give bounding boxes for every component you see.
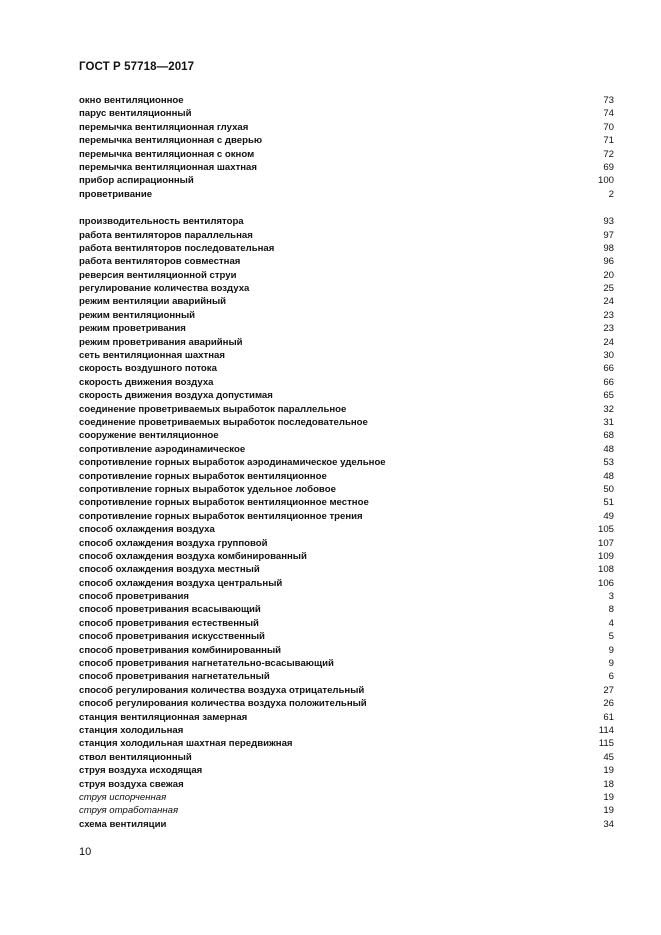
index-page-ref: 27 <box>603 684 614 696</box>
index-term: струя воздуха исходящая <box>79 765 203 777</box>
index-entry <box>79 483 614 496</box>
index-page-ref: 9 <box>608 658 614 670</box>
index-page-ref: 106 <box>597 577 614 589</box>
index-term: способ проветривания всасывающий <box>79 604 261 616</box>
index-entry <box>79 724 614 737</box>
index-term: станция холодильная <box>79 724 184 736</box>
index-term: сооружение вентиляционное <box>79 430 219 442</box>
index-page-ref: 19 <box>603 791 614 803</box>
index-entry <box>79 269 614 282</box>
index-term: перемычка вентиляционная с дверью <box>79 135 263 147</box>
index-term: режим вентиляции аварийный <box>79 296 227 308</box>
index-term: способ охлаждения воздуха <box>79 524 215 536</box>
index-page-ref: 3 <box>608 591 614 603</box>
index-entry <box>79 764 614 777</box>
index-page-ref: 49 <box>603 510 614 522</box>
index-page-ref: 32 <box>603 403 614 415</box>
index-entry <box>79 403 614 416</box>
index-term: соединение проветриваемых выработок последовательное <box>79 416 368 428</box>
index-term: способ охлаждения воздуха групповой <box>79 537 268 549</box>
index-term: станция холодильная шахтная передвижная <box>79 738 293 750</box>
index-page-ref: 23 <box>603 323 614 335</box>
index-term: парус вентиляционный <box>79 108 192 120</box>
index-term: сопротивление горных выработок удельное лобовое <box>79 483 336 495</box>
index-term: способ регулирования количества воздуха положительный <box>79 698 367 710</box>
index-entry <box>79 215 614 228</box>
index-page-ref: 34 <box>603 818 614 830</box>
index-entry <box>79 537 614 550</box>
index-entry <box>79 711 614 724</box>
index-entry <box>79 309 614 322</box>
index-entry <box>79 161 614 174</box>
index-page-ref: 45 <box>603 751 614 763</box>
index-page-ref: 53 <box>603 457 614 469</box>
index-term: сопротивление горных выработок вентиляционное <box>79 470 327 482</box>
index-page-ref: 66 <box>603 363 614 375</box>
index-term: способ проветривания <box>79 591 189 603</box>
index-entry <box>79 818 614 831</box>
index-page-ref: 31 <box>603 416 614 428</box>
index-page-ref: 70 <box>603 121 614 133</box>
index-entry <box>79 349 614 362</box>
index-entry <box>79 684 614 697</box>
index-term: способ проветривания нагнетательно-всасывающий <box>79 658 334 670</box>
index-entry <box>79 416 614 429</box>
group-separator <box>79 201 614 215</box>
index-entry <box>79 134 614 147</box>
index-entry <box>79 804 614 817</box>
index-term: производительность вентилятора <box>79 216 244 228</box>
index-entry <box>79 550 614 563</box>
index-entry <box>79 644 614 657</box>
index-page-ref: 69 <box>603 161 614 173</box>
index-page-ref: 98 <box>603 242 614 254</box>
index-term: сопротивление горных выработок вентиляционное трения <box>79 510 363 522</box>
index-term: режим проветривания <box>79 323 186 335</box>
index-entry <box>79 456 614 469</box>
index-entry <box>79 523 614 536</box>
index-term: способ охлаждения воздуха центральный <box>79 577 283 589</box>
index-entry <box>79 563 614 576</box>
index-entry <box>79 229 614 242</box>
index-entry <box>79 737 614 750</box>
index-page-ref: 93 <box>603 216 614 228</box>
index-page-ref: 65 <box>603 390 614 402</box>
index-entry <box>79 443 614 456</box>
index-page-ref: 25 <box>603 283 614 295</box>
index-entry <box>79 791 614 804</box>
index-term: скорость движения воздуха <box>79 376 214 388</box>
index-entry <box>79 94 614 107</box>
index-term: сопротивление горных выработок вентиляционное местное <box>79 497 369 509</box>
index-term: реверсия вентиляционной струи <box>79 269 237 281</box>
index-page-ref: 8 <box>608 604 614 616</box>
index-entry <box>79 670 614 683</box>
index-entry <box>79 429 614 442</box>
index-term: окно вентиляционное <box>79 95 184 106</box>
index-term: перемычка вентиляционная с окном <box>79 148 255 160</box>
index-page-ref: 30 <box>603 350 614 362</box>
index-term: схема вентиляции <box>79 818 167 830</box>
index-page-ref: 105 <box>597 524 614 536</box>
index-term: сеть вентиляционная шахтная <box>79 350 225 362</box>
index-term: ствол вентиляционный <box>79 751 192 763</box>
index-page-ref: 23 <box>603 309 614 321</box>
index-term: способ проветривания искусственный <box>79 631 265 643</box>
index-page-ref: 115 <box>598 738 614 750</box>
index-entry <box>79 617 614 630</box>
index-page-ref: 68 <box>603 430 614 442</box>
document-header: ГОСТ Р 57718—2017 <box>79 61 195 73</box>
index-page-ref: 19 <box>603 805 614 817</box>
index-page-ref: 48 <box>603 443 614 455</box>
index-entry <box>79 657 614 670</box>
index-term: способ охлаждения воздуха комбинированный <box>79 550 307 562</box>
index-term: способ проветривания комбинированный <box>79 644 282 656</box>
index-term: регулирование количества воздуха <box>79 283 250 295</box>
index-page-ref: 50 <box>603 483 614 495</box>
index-entry <box>79 255 614 268</box>
index-page-ref: 2 <box>608 188 614 200</box>
index-page-ref: 9 <box>608 644 614 656</box>
index-page-ref: 74 <box>603 108 614 120</box>
index-term: перемычка вентиляционная шахтная <box>79 161 257 173</box>
index-page-ref: 5 <box>608 631 614 643</box>
index-page-ref: 71 <box>603 135 614 147</box>
index-page-ref: 72 <box>603 148 614 160</box>
index-page-ref: 51 <box>603 497 614 509</box>
index-entry <box>79 470 614 483</box>
index-entry <box>79 510 614 523</box>
index-entry <box>79 295 614 308</box>
index-page-ref: 96 <box>603 256 614 268</box>
index-page-ref: 73 <box>603 95 614 106</box>
index-page-ref: 61 <box>603 711 614 723</box>
index-entry <box>79 630 614 643</box>
index-page-ref: 24 <box>603 336 614 348</box>
index-term: струя отработанная <box>79 805 179 817</box>
index-page-ref: 19 <box>603 765 614 777</box>
index-entry <box>79 778 614 791</box>
index-entry <box>79 282 614 295</box>
index-page-ref: 66 <box>603 376 614 388</box>
index-entry <box>79 697 614 710</box>
index-term: режим вентиляционный <box>79 309 196 321</box>
index-term: сопротивление аэродинамическое <box>79 443 246 455</box>
index-term: работа вентиляторов последовательная <box>79 242 275 254</box>
index-entry <box>79 751 614 764</box>
index-term: режим проветривания аварийный <box>79 336 243 348</box>
index-term: скорость воздушного потока <box>79 363 217 375</box>
index-page-ref: 107 <box>597 537 614 549</box>
index-entry <box>79 362 614 375</box>
index-entry <box>79 389 614 402</box>
index-page-ref: 48 <box>603 470 614 482</box>
index-entry <box>79 148 614 161</box>
index-entry <box>79 336 614 349</box>
index-entry <box>79 496 614 509</box>
index-term: соединение проветриваемых выработок параллельное <box>79 403 347 415</box>
index-page-ref: 109 <box>597 550 614 562</box>
index-term: способ проветривания естественный <box>79 617 259 629</box>
index-term: струя испорченная <box>79 791 167 803</box>
term-index <box>79 94 614 831</box>
index-term: струя воздуха свежая <box>79 778 184 790</box>
index-term: перемычка вентиляционная глухая <box>79 121 249 133</box>
index-term: работа вентиляторов совместная <box>79 256 241 268</box>
index-term: проветривание <box>79 188 153 200</box>
index-page-ref: 114 <box>598 724 614 736</box>
index-page-ref: 4 <box>608 617 614 629</box>
index-term: прибор аспирационный <box>79 175 194 187</box>
index-entry <box>79 590 614 603</box>
index-page-ref: 100 <box>597 175 614 187</box>
index-term: сопротивление горных выработок аэродинамическое удельное <box>79 457 386 469</box>
page-number: 10 <box>79 846 92 858</box>
index-term: работа вентиляторов параллельная <box>79 229 253 241</box>
index-entry <box>79 577 614 590</box>
index-term: способ охлаждения воздуха местный <box>79 564 260 576</box>
index-term: способ регулирования количества воздуха отрицательный <box>79 684 365 696</box>
index-page-ref: 6 <box>608 671 614 683</box>
index-entry <box>79 174 614 187</box>
index-entry <box>79 376 614 389</box>
index-term: скорость движения воздуха допустимая <box>79 390 273 402</box>
index-page-ref: 97 <box>603 229 614 241</box>
index-page-ref: 26 <box>603 698 614 710</box>
index-page-ref: 18 <box>603 778 614 790</box>
index-entry <box>79 242 614 255</box>
index-entry <box>79 188 614 201</box>
index-entry <box>79 107 614 120</box>
index-page-ref: 24 <box>603 296 614 308</box>
index-entry <box>79 121 614 134</box>
index-page-ref: 108 <box>597 564 614 576</box>
index-entry <box>79 322 614 335</box>
index-page-ref: 20 <box>603 269 614 281</box>
index-entry <box>79 603 614 616</box>
index-term: станция вентиляционная замерная <box>79 711 248 723</box>
index-term: способ проветривания нагнетательный <box>79 671 270 683</box>
